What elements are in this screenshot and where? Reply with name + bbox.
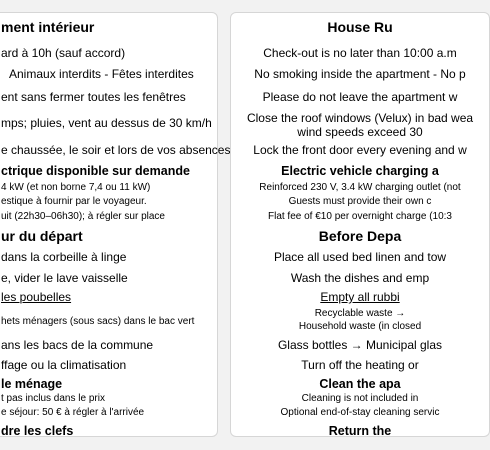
departure-line: Glass bottles → Municipal glas <box>277 338 443 352</box>
cleaning-line: Optional end-of-stay cleaning servic <box>280 407 440 418</box>
departure-line: e, vider le lave vaisselle <box>1 271 128 285</box>
departure-line: Empty all rubbi <box>320 290 400 304</box>
departure-line: hets ménagers (sous sacs) dans le bac vert <box>1 316 195 327</box>
departure-section-title: ur du départ <box>1 228 83 244</box>
cleaning-line: e séjour: 50 € à régler à l'arrivée <box>1 407 145 418</box>
departure-section-title: Before Depa <box>318 228 402 244</box>
ev-section-title: ctrique disponible sur demande <box>1 164 190 178</box>
ev-line: Guests must provide their own c <box>288 196 432 207</box>
ev-line: 4 kW (et non borne 7,4 ou 11 kW) <box>1 182 151 193</box>
ev-line: Reinforced 230 V, 3.4 kW charging outlet (not <box>259 182 461 193</box>
house-rules-card-french <box>0 12 231 438</box>
rule-line: e chaussée, le soir et lors de vos absences <box>1 143 231 157</box>
rule-line: Close the roof windows (Velux) in bad wea <box>246 111 474 125</box>
departure-line: Recyclable waste → <box>314 308 406 319</box>
ev-line: Flat fee of €10 per overnight charge (10:3 <box>267 211 452 222</box>
rule-line: No smoking inside the apartment - No p <box>254 67 466 81</box>
cleaning-line: t pas inclus dans le prix <box>1 393 105 404</box>
departure-line: Place all used bed linen and tow <box>273 250 447 264</box>
departure-line: dans la corbeille à linge <box>1 250 127 264</box>
ev-line: uit (22h30–06h30); à régler sur place <box>1 211 165 222</box>
rule-line: wind speeds exceed 30 <box>297 125 423 139</box>
rule-line: ard à 10h (sauf accord) <box>1 46 126 60</box>
departure-line: Wash the dishes and emp <box>290 271 430 285</box>
keys-section-title: dre les clefs <box>1 424 74 438</box>
rule-line: mps; pluies, vent au dessus de 30 km/h <box>1 116 212 130</box>
house-rules-card-english <box>230 12 490 437</box>
departure-line: Household waste (in closed <box>298 321 422 332</box>
departure-line: Turn off the heating or <box>301 358 419 372</box>
card-title: House Ru <box>327 19 393 35</box>
cleaning-section-title: le ménage <box>1 377 63 391</box>
cleaning-section-title: Clean the apa <box>319 377 401 391</box>
rule-line: Please do not leave the apartment w <box>262 90 458 104</box>
rule-line: Animaux interdits - Fêtes interdites <box>9 67 194 81</box>
rule-line: Lock the front door every evening and w <box>253 143 467 157</box>
rule-line: Check-out is no later than 10:00 a.m <box>263 46 457 60</box>
departure-line: les poubelles <box>1 290 72 304</box>
keys-section-title: Return the <box>328 424 392 438</box>
card-title: ment intérieur <box>1 19 95 35</box>
cleaning-line: Cleaning is not included in <box>301 393 419 404</box>
rule-line: ent sans fermer toutes les fenêtres <box>1 90 186 104</box>
ev-line: estique à fournir par le voyageur. <box>1 196 147 207</box>
departure-line: ffage ou la climatisation <box>1 358 127 372</box>
ev-section-title: Electric vehicle charging a <box>281 164 439 178</box>
departure-line: ans les bacs de la commune <box>1 338 154 352</box>
